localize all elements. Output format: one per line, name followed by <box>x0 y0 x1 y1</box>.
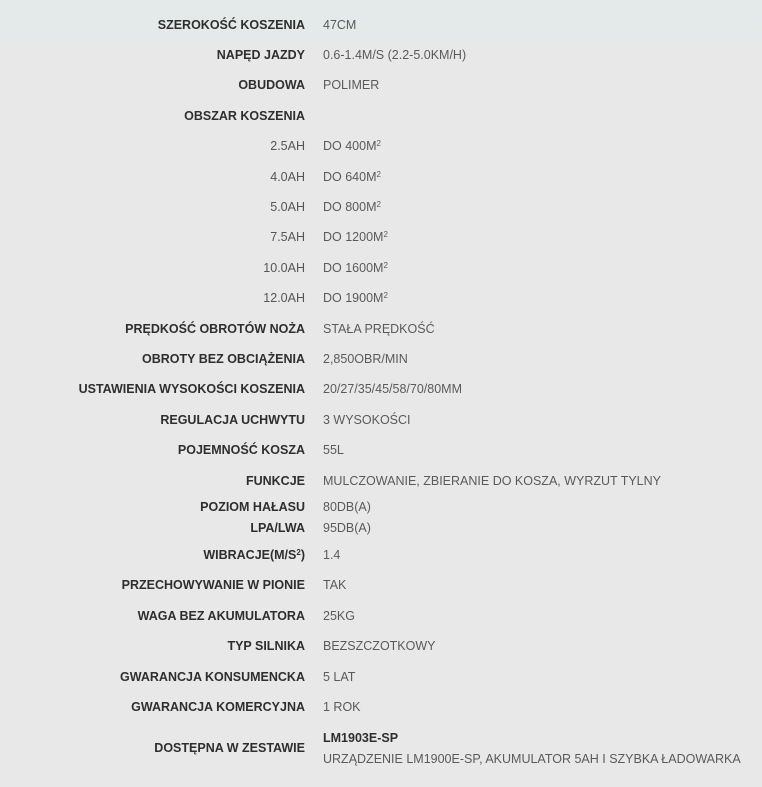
spec-value <box>323 728 741 770</box>
spec-value-line: 80DB(A) <box>323 500 371 515</box>
spec-row-area-5-0ah <box>0 192 762 222</box>
spec-label: OBSZAR KOSZENIA <box>184 108 305 123</box>
kit-model: LM1903E-SP <box>323 730 399 745</box>
spec-label: WAGA BEZ AKUMULATORA <box>137 608 305 623</box>
spec-row-vibration <box>0 540 762 570</box>
spec-row-handle-adjust <box>0 405 762 435</box>
spec-label <box>0 497 305 539</box>
spec-value: 5 LAT <box>323 669 356 684</box>
spec-row-area-10-0ah <box>0 253 762 283</box>
spec-label: 10.0AH <box>263 260 305 275</box>
spec-label: 7.5AH <box>270 230 305 245</box>
spec-value: MULCZOWANIE, ZBIERANIE DO KOSZA, WYRZUT TYLNY <box>323 473 662 488</box>
spec-label: REGULACJA UCHWYTU <box>160 412 305 427</box>
spec-row-consumer-warranty <box>0 662 762 692</box>
spec-row-bag-capacity <box>0 435 762 465</box>
spec-value: DO $400M^2$ <box>323 139 381 154</box>
spec-label: $WIBRACJE(M/S^2)$ <box>203 547 305 562</box>
spec-value: POLIMER <box>323 78 380 93</box>
spec-value: 47CM <box>323 17 357 32</box>
spec-value: BEZSZCZOTKOWY <box>323 639 436 654</box>
spec-value: DO $1900M^2$ <box>323 291 388 306</box>
spec-label: 5.0AH <box>270 200 305 215</box>
spec-row-housing <box>0 71 762 101</box>
spec-label: DOSTĘPNA W ZESTAWIE <box>154 741 305 756</box>
spec-value: 20/27/35/45/58/70/80MM <box>323 382 462 397</box>
spec-label: 2.5AH <box>270 139 305 154</box>
spec-value: 1 ROK <box>323 699 361 714</box>
spec-label: POJEMNOŚĆ KOSZA <box>177 443 305 458</box>
spec-value-line: 95DB(A) <box>323 521 371 536</box>
spec-row-area-2-5ah <box>0 132 762 162</box>
spec-value: DO $800M^2$ <box>323 200 381 215</box>
spec-row-blade-speed <box>0 314 762 344</box>
spec-label: PRZECHOWYWANIE W PIONIE <box>121 578 305 593</box>
spec-value: DO $640M^2$ <box>323 169 381 184</box>
spec-label: OBROTY BEZ OBCIĄŻENIA <box>142 351 305 366</box>
spec-row-drive <box>0 40 762 70</box>
spec-row-area-4-0ah <box>0 162 762 192</box>
spec-value: DO $1600M^2$ <box>323 260 388 275</box>
spec-row-mowing-area <box>0 101 762 131</box>
spec-label-line: POZIOM HAŁASU <box>200 500 305 515</box>
spec-row-area-7-5ah <box>0 223 762 253</box>
spec-label: TYP SILNIKA <box>227 639 305 654</box>
spec-value: 3 WYSOKOŚCI <box>323 412 411 427</box>
spec-row-cutting-width <box>0 10 762 40</box>
spec-row-vertical-storage <box>0 571 762 601</box>
spec-label: 4.0AH <box>270 169 305 184</box>
spec-label: SZEROKOŚĆ KOSZENIA <box>157 17 305 32</box>
spec-label: NAPĘD JAZDY <box>216 48 305 63</box>
spec-label: FUNKCJE <box>245 473 305 488</box>
spec-value: STAŁA PRĘDKOŚĆ <box>323 321 435 336</box>
spec-label: USTAWIENIA WYSOKOŚCI KOSZENIA <box>78 382 305 397</box>
spec-label: PRĘDKOŚĆ OBROTÓW NOŻA <box>125 321 305 336</box>
spec-value <box>323 497 371 539</box>
spec-value: DO $1200M^2$ <box>323 230 388 245</box>
spec-label: OBUDOWA <box>238 78 305 93</box>
spec-row-kit <box>0 723 762 775</box>
spec-table <box>0 10 762 775</box>
kit-contents: URZĄDZENIE LM1900E-SP, AKUMULATOR 5AH I SZYBKA ŁADOWARKA <box>323 751 741 766</box>
spec-row-height-settings <box>0 375 762 405</box>
spec-value: 55L <box>323 443 344 458</box>
spec-value: 25KG <box>323 608 355 623</box>
spec-label-line: LPA/LWA <box>250 521 305 536</box>
spec-value: 2,850OBR/MIN <box>323 351 408 366</box>
spec-row-commercial-warranty <box>0 692 762 722</box>
spec-value: 0.6-1.4M/S (2.2-5.0KM/H) <box>323 48 467 63</box>
spec-value: TAK <box>323 578 347 593</box>
spec-row-area-12-0ah <box>0 284 762 314</box>
spec-label: GWARANCJA KONSUMENCKA <box>120 669 305 684</box>
spec-row-functions <box>0 466 762 496</box>
spec-label: 12.0AH <box>263 291 305 306</box>
spec-row-motor-type <box>0 631 762 661</box>
spec-row-weight <box>0 601 762 631</box>
spec-label: GWARANCJA KOMERCYJNA <box>131 699 305 714</box>
spec-row-noise <box>0 496 762 540</box>
spec-row-no-load-speed <box>0 344 762 374</box>
spec-value: 1.4 <box>323 547 341 562</box>
